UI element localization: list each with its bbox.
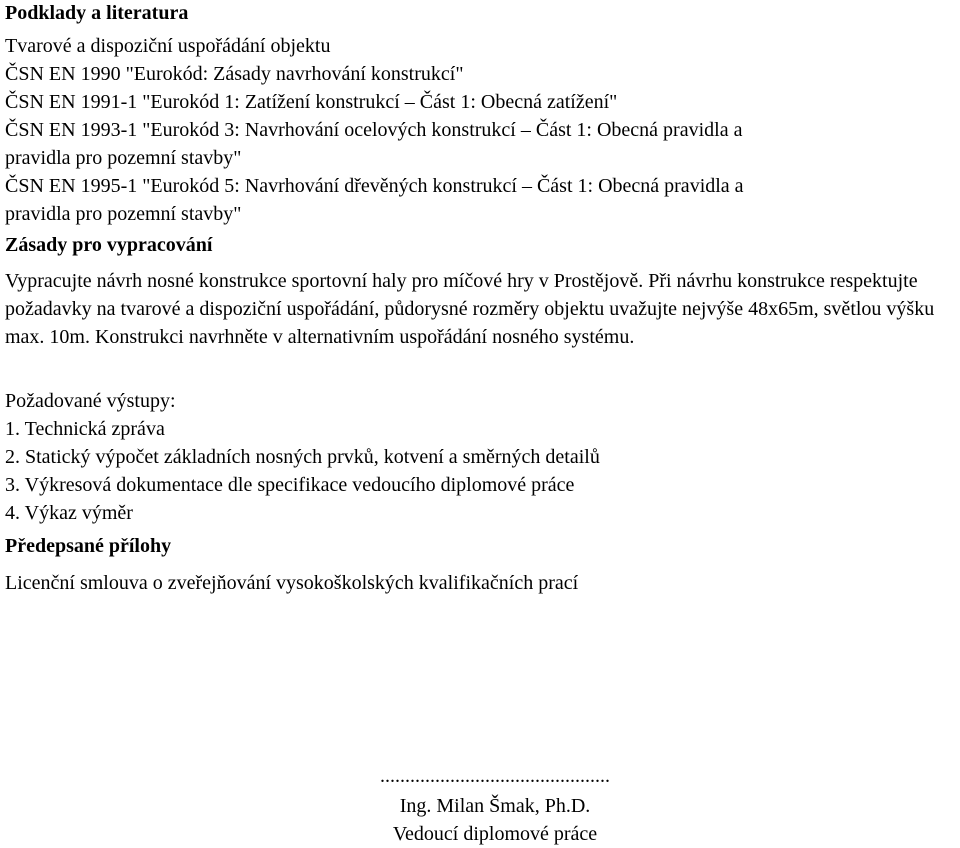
- attachments-text: Licenční smlouva o zveřejňování vysokoškolských kvalifikačních prací: [5, 572, 579, 594]
- outputs-list: [5, 387, 957, 527]
- output-item: 4. Výkaz výměr: [5, 502, 133, 524]
- literature-line: ČSN EN 1993-1 "Eurokód 3: Navrhování ocelových konstrukcí – Část 1: Obecná pravidla a: [5, 119, 743, 141]
- outputs-label: Požadované výstupy:: [5, 390, 176, 412]
- signature-block: [330, 762, 660, 848]
- output-item: 2. Statický výpočet základních nosných prvků, kotvení a směrných detailů: [5, 446, 600, 468]
- principles-heading: Zásady pro vypracování: [5, 234, 213, 256]
- literature-heading: Podklady a literatura: [5, 2, 189, 24]
- supervisor-name: Ing. Milan Šmak, Ph.D.: [399, 795, 591, 817]
- literature-line: ČSN EN 1995-1 "Eurokód 5: Navrhování dřevěných konstrukcí – Část 1: Obecná pravidla a: [5, 175, 744, 197]
- literature-line: pravidla pro pozemní stavby": [5, 147, 242, 169]
- principles-text: Vypracujte návrh nosné konstrukce sportovní haly pro míčové hry v Prostějově. Při návrhu konstrukce respektujte požadavky na tvarové a dispoziční uspořádání, půdorysné rozměry objektu uvažujte nejvýše 48x65m, světlou výšku max. 10m. Konstrukci navrhněte v alternativním uspořádání nosného systému.: [5, 270, 935, 348]
- literature-line: ČSN EN 1991-1 "Eurokód 1: Zatížení konstrukcí – Část 1: Obecná zatížení": [5, 91, 618, 113]
- document-page: [5, 0, 957, 597]
- signature-line: ..............................................: [380, 765, 610, 787]
- literature-line: pravidla pro pozemní stavby": [5, 203, 242, 225]
- output-item: 3. Výkresová dokumentace dle specifikace vedoucího diplomové práce: [5, 474, 575, 496]
- supervisor-role: Vedoucí diplomové práce: [392, 823, 598, 845]
- attachments-heading: Předepsané přílohy: [5, 535, 172, 557]
- literature-list: [5, 32, 957, 228]
- literature-line: ČSN EN 1990 "Eurokód: Zásady navrhování konstrukcí": [5, 63, 464, 85]
- literature-line: Tvarové a dispoziční uspořádání objektu: [5, 35, 331, 57]
- output-item: 1. Technická zpráva: [5, 418, 165, 440]
